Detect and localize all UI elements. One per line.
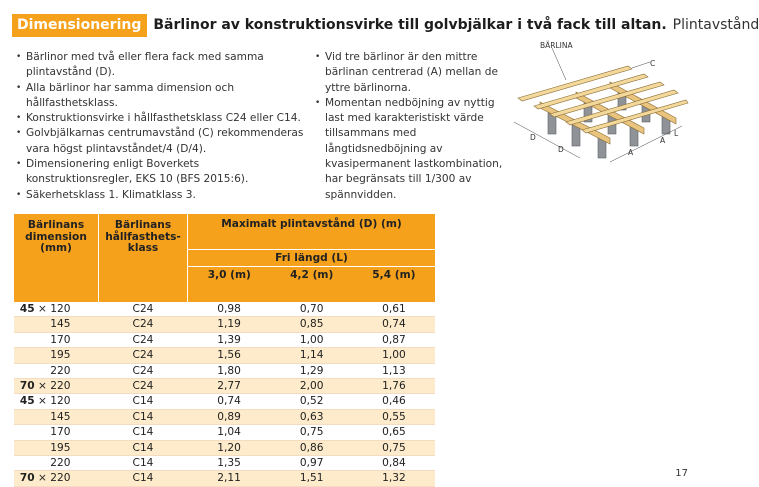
dimension-line bbox=[552, 48, 566, 80]
cell-class: C14 bbox=[99, 425, 188, 440]
bullet-item: • Alla bärlinor har samma dimension och hållfasthetsklass. bbox=[14, 81, 304, 112]
dimension-height: 195 bbox=[50, 441, 71, 454]
cell-class: C14 bbox=[99, 456, 188, 471]
bullet-item: • Momentan nedböjning av nyttig last med karakteristiskt värde tillsammans med långtidsnedböjning av kvasipermanent lastkombination, har begränsats till 1/300 av spännvidden. bbox=[313, 96, 503, 203]
cell-value: 0,74 bbox=[188, 394, 271, 409]
label-a: A bbox=[628, 148, 634, 157]
cell-value: 1,13 bbox=[353, 363, 435, 378]
cell-class: C14 bbox=[99, 440, 188, 455]
cell-value: 1,76 bbox=[353, 379, 435, 394]
cell-class: C14 bbox=[99, 409, 188, 424]
cell-value: 1,35 bbox=[188, 456, 271, 471]
cell-value: 1,19 bbox=[188, 317, 271, 332]
cell-value: 0,86 bbox=[271, 440, 353, 455]
header-dimension: Bärlinans dimension (mm) bbox=[14, 214, 99, 302]
page-header bbox=[12, 12, 759, 38]
cell-value: 2,11 bbox=[188, 471, 271, 486]
dimension-height: 195 bbox=[50, 349, 71, 362]
label-c: C bbox=[650, 59, 656, 68]
section-badge: Dimensionering bbox=[12, 14, 147, 37]
cell-value: 1,00 bbox=[353, 348, 435, 363]
cell-value: 1,80 bbox=[188, 363, 271, 378]
cell-value: 0,84 bbox=[353, 456, 435, 471]
bullet-item: • Vid tre bärlinor är den mittre bärlinan centrerad (A) mellan de yttre bärlinorna. bbox=[313, 50, 503, 96]
page-title: Bärlinor av konstruktionsvirke till golvbjälkar i två fack till altan. bbox=[153, 17, 667, 33]
table-row bbox=[14, 348, 435, 363]
cell-value: 1,29 bbox=[271, 363, 353, 378]
cell-dimension bbox=[14, 348, 99, 363]
dimension-line bbox=[610, 126, 682, 162]
dimension-line bbox=[632, 62, 650, 68]
cell-value: 1,20 bbox=[188, 440, 271, 455]
dimension-height: 220 bbox=[50, 457, 71, 470]
bullet-item: • Dimensionering enligt Boverkets konstruktionsregler, EKS 10 (BFS 2015:6). bbox=[14, 157, 304, 188]
dimension-height: × 120 bbox=[38, 395, 71, 408]
cell-value: 0,65 bbox=[353, 425, 435, 440]
label-barlina: BÄRLINA bbox=[540, 41, 573, 50]
cell-class: C14 bbox=[99, 394, 188, 409]
cell-dimension bbox=[14, 456, 99, 471]
span-table bbox=[14, 214, 435, 487]
bullet-item: • Bärlinor med två eller flera fack med samma plintavstånd (D). bbox=[14, 50, 304, 81]
table-body bbox=[14, 302, 435, 486]
cell-value: 0,74 bbox=[353, 317, 435, 332]
dimension-width: 70 bbox=[19, 472, 35, 485]
cell-dimension bbox=[14, 379, 99, 394]
cell-dimension bbox=[14, 363, 99, 378]
bullet-item: • Golvbjälkarnas centrumavstånd (C) rekommenderas vara högst plintavståndet/4 (D/4). bbox=[14, 126, 304, 157]
page-subtitle: Plintavstånd bbox=[672, 17, 759, 33]
cell-value: 0,55 bbox=[353, 409, 435, 424]
dimension-width: 45 bbox=[19, 395, 35, 408]
cell-dimension bbox=[14, 394, 99, 409]
header-class: Bärlinans hållfasthets-klass bbox=[99, 214, 188, 302]
dimension-height: × 220 bbox=[38, 380, 71, 393]
table-row bbox=[14, 302, 435, 317]
cell-class: C24 bbox=[99, 332, 188, 347]
table-row bbox=[14, 425, 435, 440]
cell-value: 1,00 bbox=[271, 332, 353, 347]
bullet-list-middle bbox=[313, 50, 503, 203]
cell-class: C24 bbox=[99, 379, 188, 394]
table-row bbox=[14, 379, 435, 394]
table-row bbox=[14, 440, 435, 455]
cell-class: C24 bbox=[99, 348, 188, 363]
cell-dimension bbox=[14, 332, 99, 347]
cell-value: 2,77 bbox=[188, 379, 271, 394]
dimension-height: × 220 bbox=[38, 472, 71, 485]
cell-value: 0,75 bbox=[271, 425, 353, 440]
cell-value: 2,00 bbox=[271, 379, 353, 394]
dimension-height: 145 bbox=[50, 318, 71, 331]
dimension-height: 170 bbox=[50, 426, 71, 439]
header-span: 4,2 (m) bbox=[271, 267, 353, 303]
page-number: 17 bbox=[675, 468, 688, 479]
cell-dimension bbox=[14, 440, 99, 455]
cell-dimension bbox=[14, 425, 99, 440]
header-span: 5,4 (m) bbox=[353, 267, 435, 303]
table-row bbox=[14, 363, 435, 378]
dimension-height: 170 bbox=[50, 333, 71, 346]
cell-value: 0,52 bbox=[271, 394, 353, 409]
deck-structure-diagram bbox=[500, 40, 690, 175]
cell-value: 1,51 bbox=[271, 471, 353, 486]
cell-value: 1,56 bbox=[188, 348, 271, 363]
cell-class: C14 bbox=[99, 471, 188, 486]
bullet-item: • Säkerhetsklass 1. Klimatklass 3. bbox=[14, 188, 304, 203]
dimension-line bbox=[514, 122, 580, 158]
table-row bbox=[14, 332, 435, 347]
cell-dimension bbox=[14, 317, 99, 332]
cell-value: 0,46 bbox=[353, 394, 435, 409]
dimension-height: 220 bbox=[50, 364, 71, 377]
dimension-height: 145 bbox=[50, 410, 71, 423]
cell-dimension bbox=[14, 471, 99, 486]
table-row bbox=[14, 394, 435, 409]
label-l: L bbox=[674, 129, 679, 138]
dimension-width: 70 bbox=[19, 380, 35, 393]
dimension-height: × 120 bbox=[38, 303, 71, 315]
cell-class: C24 bbox=[99, 363, 188, 378]
cell-value: 0,87 bbox=[353, 332, 435, 347]
cell-class: C24 bbox=[99, 317, 188, 332]
cell-value: 1,32 bbox=[353, 471, 435, 486]
cell-dimension bbox=[14, 302, 99, 317]
cell-value: 0,61 bbox=[353, 302, 435, 317]
cell-value: 0,63 bbox=[271, 409, 353, 424]
label-d: D bbox=[530, 133, 536, 142]
cell-value: 0,70 bbox=[271, 302, 353, 317]
cell-class: C24 bbox=[99, 302, 188, 317]
header-span: 3,0 (m) bbox=[188, 267, 271, 303]
cell-value: 1,14 bbox=[271, 348, 353, 363]
cell-value: 0,97 bbox=[271, 456, 353, 471]
table-row bbox=[14, 456, 435, 471]
cell-value: 1,04 bbox=[188, 425, 271, 440]
bullet-list-left bbox=[14, 50, 304, 203]
header-free-length: Fri längd (L) bbox=[188, 250, 436, 267]
cell-dimension bbox=[14, 409, 99, 424]
table-row bbox=[14, 317, 435, 332]
label-a: A bbox=[660, 136, 666, 145]
cell-value: 0,85 bbox=[271, 317, 353, 332]
dimension-width: 45 bbox=[19, 303, 35, 315]
table-row bbox=[14, 471, 435, 486]
cell-value: 0,89 bbox=[188, 409, 271, 424]
cell-value: 0,75 bbox=[353, 440, 435, 455]
table-row bbox=[14, 409, 435, 424]
bullet-item: • Konstruktionsvirke i hållfasthetsklass C24 eller C14. bbox=[14, 111, 304, 126]
label-d: D bbox=[558, 145, 564, 154]
cell-value: 0,98 bbox=[188, 302, 271, 317]
cell-value: 1,39 bbox=[188, 332, 271, 347]
header-max-distance: Maximalt plintavstånd (D) (m) bbox=[188, 214, 436, 250]
